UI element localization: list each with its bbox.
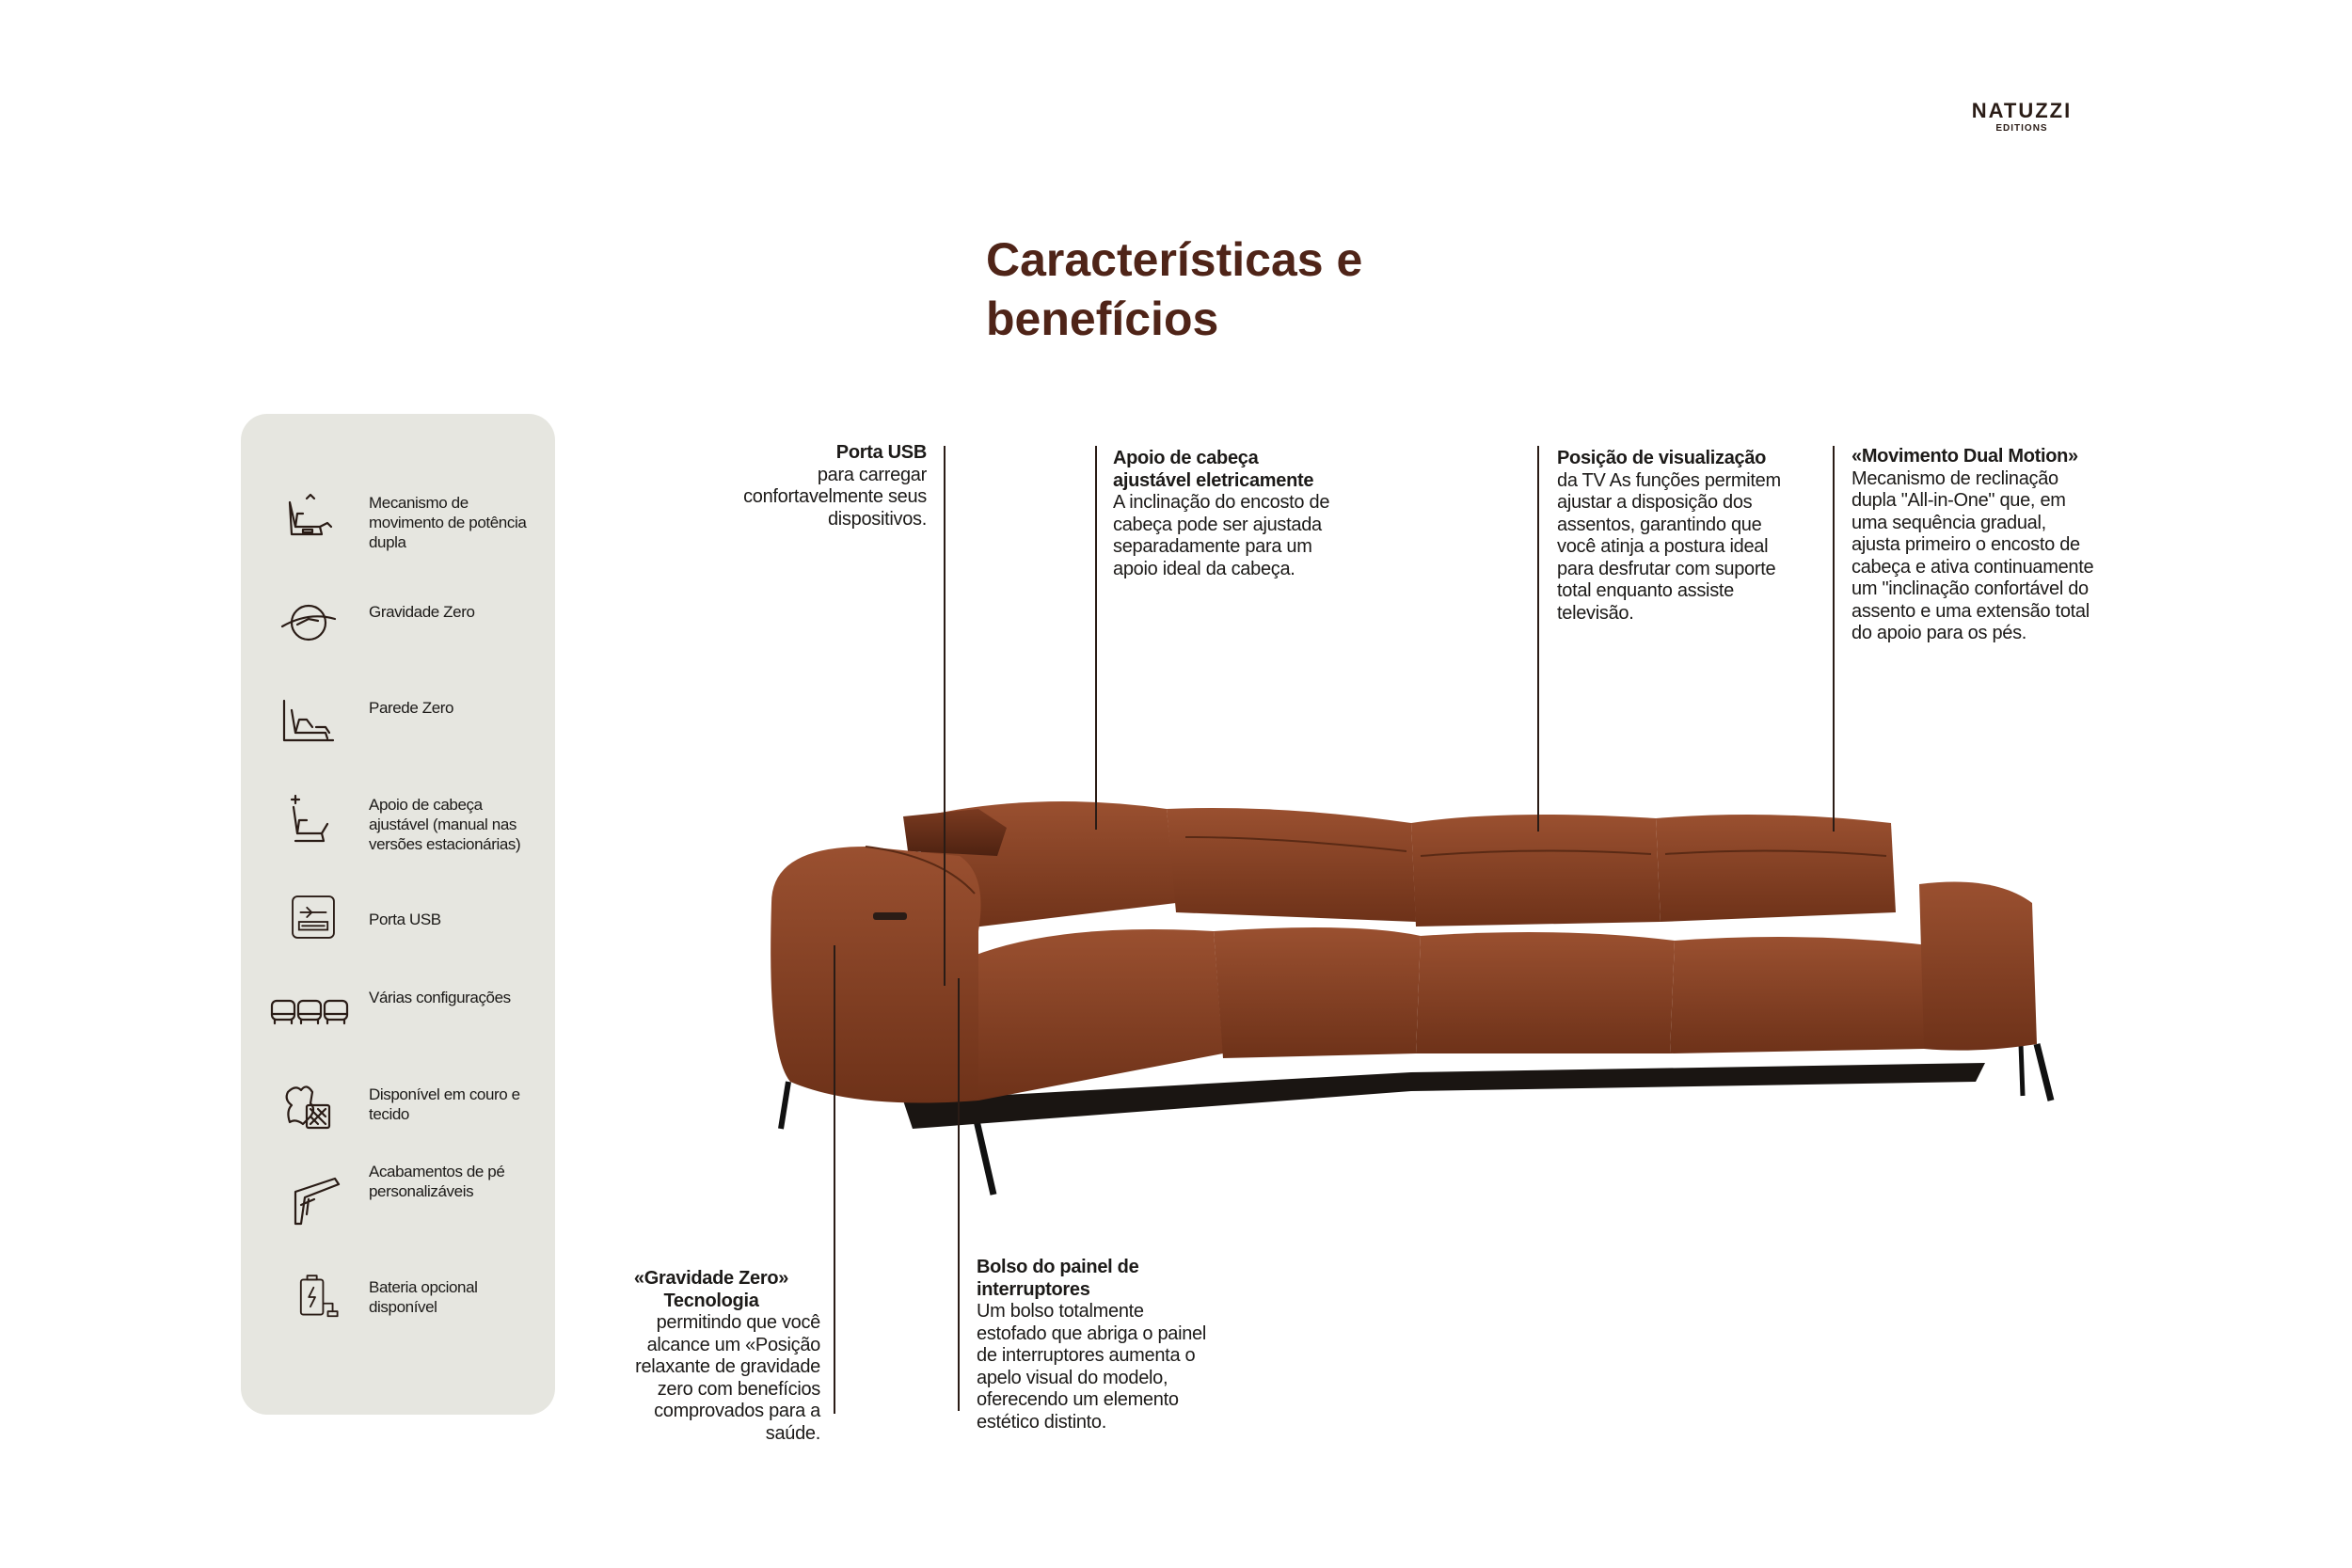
feature-label-leather-fabric: Disponível em couro e tecido	[369, 1085, 520, 1123]
callout-pocket-body: Um bolso totalmente estofado que abriga o painel de interruptores aumenta o apelo visual do modelo, oferecendo um elemento estético distinto.	[977, 1301, 1207, 1433]
callout-dual-motion	[1851, 446, 2096, 645]
feature-label-power-recline: Mecanismo de movimento de potência dupla	[369, 494, 527, 551]
feature-label-headrest: Apoio de cabeça ajustável (manual nas versões estacionárias)	[369, 796, 521, 853]
headrest-callout-line	[1095, 446, 1097, 830]
page-title: Características e benefícios	[986, 233, 1363, 345]
callout-tv-title: Posição de visualização	[1557, 448, 1767, 468]
feature-label-zero-gravity: Gravidade Zero	[369, 603, 475, 621]
usb-port-icon	[288, 892, 339, 942]
sofa-foot-icon	[286, 1171, 346, 1231]
zero-gravity-callout-line	[834, 945, 835, 1414]
callout-zero-gravity-body: permitindo que você alcance um «Posição relaxante de gravidade zero com benefícios comprovados para a saúde.	[635, 1312, 820, 1444]
callout-tv	[1557, 448, 1788, 625]
callout-dual-motion-title: «Movimento Dual Motion»	[1851, 446, 2078, 467]
feature-label-battery: Bateria opcional disponível	[369, 1278, 478, 1316]
features-sidebar	[241, 414, 555, 1415]
configurations-icon	[269, 978, 350, 1038]
brand-name: NATUZZI	[1971, 99, 2073, 122]
callout-pocket	[977, 1257, 1212, 1433]
brand-sub: EDITIONS	[1995, 123, 2048, 134]
callout-usb	[743, 442, 927, 531]
callout-headrest-title: Apoio de cabeça ajustável eletricamente	[1113, 448, 1314, 491]
callout-dual-motion-body: Mecanismo de reclinação dupla "All-in-One" que, em uma sequência gradual, ajusta primeiro o encosto de cabeça e ativa continuamente um "inclinação confortável do assento e uma extensão total do apoio para os pés.	[1851, 467, 2094, 643]
feature-label-foot-finishes: Acabamentos de pé personalizáveis	[369, 1163, 505, 1200]
brand-logo	[1966, 100, 2077, 135]
power-recline-icon	[278, 489, 339, 549]
feature-label-configurations: Várias configurações	[369, 989, 511, 1006]
feature-label-zero-wall: Parede Zero	[369, 699, 454, 717]
callout-headrest-body: A inclinação do encosto de cabeça pode ser ajustada separadamente para um apoio ideal da cabeça.	[1113, 492, 1330, 579]
feature-label-usb: Porta USB	[369, 911, 441, 928]
battery-icon	[290, 1272, 341, 1323]
dual-motion-callout-line	[1833, 446, 1835, 832]
leather-fabric-icon	[278, 1077, 339, 1137]
usb-callout-line	[944, 446, 946, 986]
callout-zero-gravity-title: «Gravidade Zero» Tecnologia	[633, 1268, 789, 1311]
callout-tv-body: da TV As funções permitem ajustar a disposição dos assentos, garantindo que você atinja a postura ideal para desfrutar com suporte total enquanto assiste televisão.	[1557, 469, 1781, 624]
zero-gravity-icon	[278, 593, 339, 653]
zero-wall-icon	[278, 691, 339, 752]
tv-callout-line	[1537, 446, 1539, 832]
callout-pocket-title: Bolso do painel de interruptores	[977, 1257, 1139, 1300]
callout-headrest	[1113, 448, 1339, 580]
adjustable-headrest-icon	[278, 790, 339, 850]
pocket-callout-line	[958, 978, 960, 1411]
callout-usb-body: para carregar confortavelmente seus dispositivos.	[743, 464, 927, 530]
callout-zero-gravity	[602, 1268, 820, 1445]
callout-usb-title: Porta USB	[835, 442, 927, 463]
